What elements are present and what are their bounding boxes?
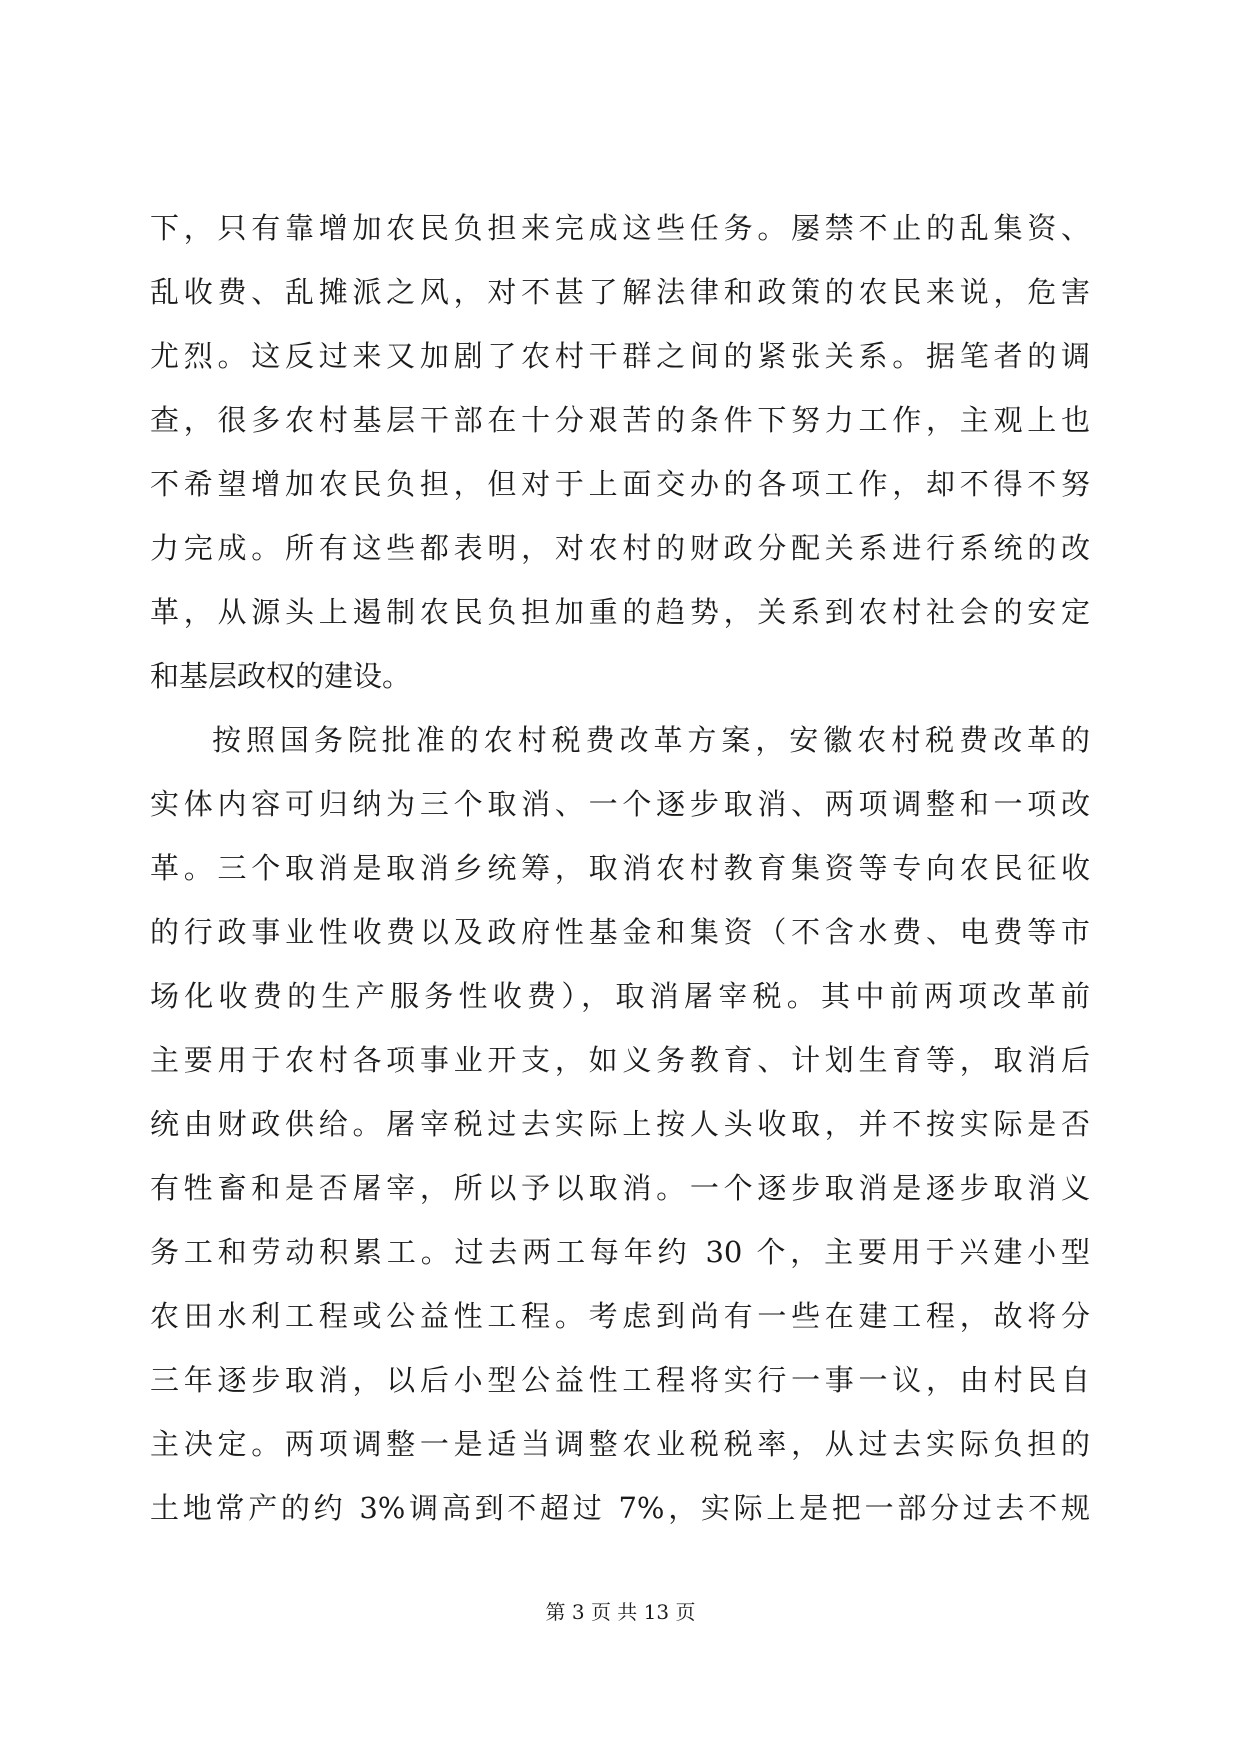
text-line: 三年逐步取消，以后小型公益性工程将实行一事一议，由村民自 (150, 1363, 1090, 1397)
text-line: 按照国务院批准的农村税费改革方案，安徽农村税费改革的 (212, 723, 1090, 757)
text-line: 务工和劳动积累工。过去两工每年约 30 个，主要用于兴建小型 (150, 1235, 1090, 1269)
text-line: 革，从源头上遏制农民负担加重的趋势，关系到农村社会的安定 (150, 595, 1090, 629)
text-line: 乱收费、乱摊派之风，对不甚了解法律和政策的农民来说，危害 (150, 275, 1090, 309)
text-line: 统由财政供给。屠宰税过去实际上按人头收取，并不按实际是否 (150, 1107, 1090, 1141)
text-line: 土地常产的约 3%调高到不超过 7%，实际上是把一部分过去不规 (150, 1491, 1090, 1525)
text-line: 革。三个取消是取消乡统筹，取消农村教育集资等专向农民征收 (150, 851, 1090, 885)
text-line: 下，只有靠增加农民负担来完成这些任务。屡禁不止的乱集资、 (150, 211, 1090, 245)
text-line: 尤烈。这反过来又加剧了农村干群之间的紧张关系。据笔者的调 (150, 339, 1090, 373)
text-line: 有牲畜和是否屠宰，所以予以取消。一个逐步取消是逐步取消义 (150, 1171, 1090, 1205)
text-line: 力完成。所有这些都表明，对农村的财政分配关系进行系统的改 (150, 531, 1090, 565)
paragraph-1 (150, 196, 1090, 708)
paragraph-2 (150, 708, 1090, 1540)
text-line: 查，很多农村基层干部在十分艰苦的条件下努力工作，主观上也 (150, 403, 1090, 437)
text-line: 农田水利工程或公益性工程。考虑到尚有一些在建工程，故将分 (150, 1299, 1090, 1333)
text-line: 不希望增加农民负担，但对于上面交办的各项工作，却不得不努 (150, 467, 1090, 501)
body-text (150, 196, 1090, 1540)
text-line: 实体内容可归纳为三个取消、一个逐步取消、两项调整和一项改 (150, 787, 1090, 821)
text-line: 主要用于农村各项事业开支，如义务教育、计划生育等，取消后 (150, 1043, 1090, 1077)
text-line: 场化收费的生产服务性收费），取消屠宰税。其中前两项改革前 (150, 979, 1090, 1013)
page-number-footer: 第 3 页 共 13 页 (545, 1600, 696, 1624)
text-line: 主决定。两项调整一是适当调整农业税税率，从过去实际负担的 (150, 1427, 1090, 1461)
text-line: 的行政事业性收费以及政府性基金和集资（不含水费、电费等市 (150, 915, 1090, 949)
text-line: 和基层政权的建设。 (150, 659, 412, 693)
